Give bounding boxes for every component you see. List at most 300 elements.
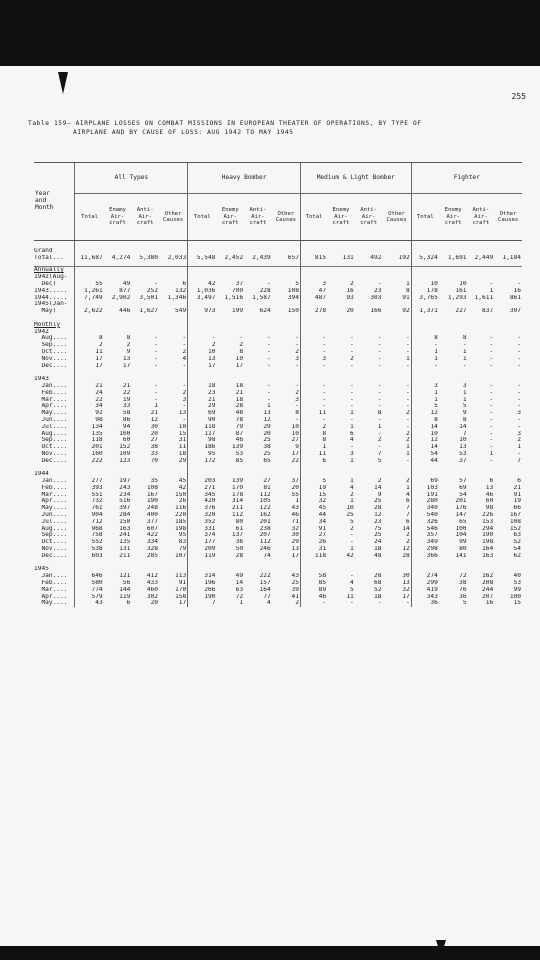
- table-cell: [468, 301, 495, 308]
- table-cell: 220: [175, 512, 187, 519]
- row-label: Annually: [34, 266, 64, 274]
- table-cell: [355, 471, 383, 478]
- table-cell: 7: [462, 430, 467, 437]
- table-cell: 397: [119, 505, 131, 512]
- table-cell: 100: [119, 430, 131, 437]
- table-cell: [75, 329, 104, 336]
- table-cell: [468, 248, 495, 255]
- table-cell: 1: [295, 498, 299, 505]
- table-cell: -: [489, 437, 494, 444]
- table-cell: -: [489, 410, 494, 417]
- table-cell: 100: [455, 525, 467, 532]
- table-cell: 87: [235, 430, 244, 437]
- table-cell: 166: [370, 308, 382, 315]
- table-cell: 3,765: [411, 295, 439, 302]
- table-cell: 14: [402, 525, 410, 532]
- table-cell: [355, 274, 383, 281]
- table-cell: [468, 566, 495, 573]
- row-label: Nov....: [34, 546, 68, 553]
- table-cell: 420: [188, 498, 217, 505]
- table-cell: [216, 322, 244, 329]
- table-cell: [439, 376, 468, 383]
- table-cell: -: [350, 348, 354, 355]
- table-cell: 18: [188, 383, 217, 390]
- table-cell: -: [377, 430, 382, 437]
- table-cell: 10: [235, 355, 244, 362]
- table-cell: -: [489, 396, 494, 403]
- table-cell: 837: [482, 308, 494, 315]
- table-cell: 4: [267, 600, 271, 607]
- table-cell: 2: [517, 437, 521, 444]
- table-cell: -: [489, 382, 494, 389]
- table-cell: 19: [122, 396, 131, 403]
- table-cell: 758: [75, 532, 104, 539]
- table-cell: [188, 566, 217, 573]
- table-cell: 123: [119, 457, 131, 464]
- table-cell: 904: [75, 512, 104, 519]
- table-cell: -: [295, 382, 299, 389]
- table-cell: 2,449: [474, 254, 494, 261]
- table-cell: [439, 471, 468, 478]
- table-cell: [494, 329, 522, 336]
- table-cell: 34: [300, 519, 327, 526]
- table-cell: [159, 376, 188, 383]
- table-cell: 1: [405, 450, 410, 457]
- table-cell: 79: [235, 423, 244, 430]
- table-cell: 93: [346, 294, 354, 301]
- table-cell: -: [154, 280, 159, 287]
- table-cell: [244, 248, 272, 255]
- table-cell: 68: [374, 580, 382, 587]
- table-cell: 25: [291, 580, 299, 587]
- table-cell: 266: [188, 587, 217, 594]
- table-cell: 2,902: [111, 294, 131, 301]
- table-cell: -: [350, 416, 354, 423]
- table-cell: 4: [182, 355, 187, 362]
- table-cell: [300, 248, 327, 255]
- table-cell: 1: [462, 355, 467, 362]
- row-separator: [34, 465, 522, 472]
- table-cell: -: [350, 389, 354, 396]
- table-cell: 18: [374, 546, 382, 553]
- column-header: Other Causes: [159, 194, 188, 241]
- table-cell: 7: [405, 512, 410, 519]
- table-cell: 7,749: [75, 295, 104, 302]
- table-cell: 199: [231, 308, 244, 315]
- table-cell: [216, 329, 244, 336]
- table-cell: 167: [509, 512, 521, 519]
- table-row: [34, 349, 522, 356]
- table-cell: 172: [188, 458, 217, 465]
- table-cell: 549: [175, 308, 187, 315]
- table-cell: 167: [146, 491, 159, 498]
- table-cell: 90: [188, 417, 217, 424]
- table-cell: -: [489, 348, 494, 355]
- page-number: 255: [511, 92, 526, 101]
- table-cell: 1: [489, 287, 494, 294]
- table-cell: [188, 274, 217, 281]
- table-cell: 45: [300, 505, 327, 512]
- table-cell: 61: [235, 525, 244, 532]
- table-cell: 74: [263, 552, 271, 559]
- table-cell: 63: [235, 586, 244, 593]
- table-cell: [244, 301, 272, 308]
- table-cell: [188, 471, 217, 478]
- table-cell: 10: [291, 423, 299, 430]
- table-cell: 54: [411, 451, 439, 458]
- table-cell: 95: [178, 532, 187, 539]
- table-cell: 1: [350, 478, 354, 485]
- table-cell: 700: [231, 287, 244, 294]
- table-cell: 23: [374, 287, 382, 294]
- table-cell: [216, 274, 244, 281]
- table-cell: -: [517, 389, 521, 396]
- table-cell: 422: [146, 532, 159, 539]
- table-cell: 10: [178, 423, 187, 430]
- table-cell: [272, 248, 301, 255]
- table-cell: -: [377, 335, 382, 342]
- table-row: [34, 546, 522, 553]
- row-label: Aug....: [34, 430, 68, 437]
- table-cell: [131, 471, 159, 478]
- page-mark: [58, 72, 68, 94]
- table-cell: 192: [398, 254, 410, 261]
- column-header: Other Causes: [382, 194, 411, 241]
- table-cell: 18: [374, 593, 382, 600]
- table-cell: 119: [119, 593, 131, 600]
- table-cell: 1: [350, 498, 354, 505]
- table-cell: [382, 248, 411, 255]
- table-cell: 21: [122, 382, 131, 389]
- row-label: Oct....: [34, 444, 68, 451]
- table-cell: 17: [291, 552, 299, 559]
- table-cell: -: [489, 389, 494, 396]
- table-cell: 25: [263, 437, 271, 444]
- table-cell: [159, 329, 188, 336]
- table-cell: -: [300, 342, 327, 349]
- table-cell: 9: [377, 491, 382, 498]
- table-row: [34, 295, 522, 302]
- table-cell: -: [462, 362, 467, 369]
- table-cell: [272, 376, 301, 383]
- table-cell: 19: [513, 498, 521, 505]
- table-cell: 3: [350, 450, 354, 457]
- table-cell: -: [300, 403, 327, 410]
- table-cell: 6: [300, 458, 327, 465]
- table-cell: 69: [459, 484, 467, 491]
- table-cell: 89: [300, 587, 327, 594]
- table-cell: 190: [482, 532, 494, 539]
- table-cell: [494, 471, 522, 478]
- table-cell: 22: [291, 457, 299, 464]
- table-cell: 579: [75, 594, 104, 601]
- table-cell: -: [295, 362, 299, 369]
- table-cell: [131, 322, 159, 329]
- table-cell: 446: [119, 308, 131, 315]
- table-cell: -: [405, 342, 410, 349]
- row-label: May....: [34, 600, 68, 607]
- table-row: [34, 397, 522, 404]
- table-cell: 8: [405, 287, 410, 294]
- row-label: Sep....: [34, 532, 68, 539]
- table-cell: -: [489, 416, 494, 423]
- table-cell: 3: [295, 396, 299, 403]
- row-label: Jun....: [34, 416, 68, 423]
- table-row: [34, 376, 522, 383]
- table-cell: -: [154, 362, 159, 369]
- table-cell: -: [267, 348, 271, 355]
- table-cell: -: [377, 348, 382, 355]
- table-cell: -: [405, 457, 410, 464]
- table-cell: 38: [263, 444, 271, 451]
- table-cell: 40: [513, 573, 521, 580]
- table-cell: [300, 471, 327, 478]
- table-cell: 9: [462, 410, 467, 417]
- table-cell: [411, 566, 439, 573]
- table-cell: 91: [513, 491, 521, 498]
- table-cell: 85: [300, 580, 327, 587]
- table-cell: 6: [182, 280, 187, 287]
- table-cell: 3: [517, 430, 521, 437]
- row-separator: [34, 560, 522, 567]
- table-cell: 3,497: [188, 295, 217, 302]
- table-cell: 201: [259, 518, 271, 525]
- table-cell: 2: [126, 342, 131, 349]
- table-cell: 47: [300, 288, 327, 295]
- table-cell: 15: [300, 492, 327, 499]
- table-cell: 12: [150, 416, 159, 423]
- table-cell: [494, 566, 522, 573]
- table-cell: [411, 329, 439, 336]
- table-cell: 14: [411, 424, 439, 431]
- column-header: Anti- Air- craft: [468, 194, 495, 241]
- table-cell: 131: [119, 546, 131, 553]
- row-label: Aug....: [34, 525, 68, 532]
- table-cell: -: [295, 335, 299, 342]
- table-cell: 69: [188, 410, 217, 417]
- table-cell: [327, 274, 355, 281]
- column-header: Enemy Air- craft: [216, 194, 244, 241]
- group-header: Medium & Light Bomber: [300, 163, 411, 194]
- table-cell: -: [267, 382, 271, 389]
- table-cell: 877: [119, 287, 131, 294]
- table-cell: 28: [235, 403, 244, 410]
- table-cell: 646: [75, 573, 104, 580]
- table-cell: -: [517, 382, 521, 389]
- table-cell: 22: [122, 389, 131, 396]
- table-cell: 13: [485, 484, 494, 491]
- table-cell: [159, 248, 188, 255]
- table-cell: [300, 329, 327, 336]
- table-cell: 9: [126, 348, 131, 355]
- table-cell: 27: [291, 437, 299, 444]
- table-cell: -: [300, 600, 327, 607]
- table-cell: 150: [119, 518, 131, 525]
- table-cell: 1,346: [167, 294, 187, 301]
- table-cell: [327, 566, 355, 573]
- table-cell: 419: [411, 587, 439, 594]
- table-cell: 345: [188, 492, 217, 499]
- row-label: Dec....: [34, 552, 68, 559]
- table-cell: 92: [402, 308, 410, 315]
- table-cell: 17: [178, 600, 187, 607]
- table-cell: 11: [75, 349, 104, 356]
- table-cell: 48: [374, 552, 382, 559]
- row-label: Mar....: [34, 396, 68, 403]
- row-label: 1945(Jan-: [34, 301, 68, 308]
- table-row: [34, 444, 522, 451]
- table-cell: 113: [175, 573, 187, 580]
- row-label: 1942(Aug-: [34, 274, 68, 281]
- table-cell: [188, 376, 217, 383]
- table-cell: 3: [300, 281, 327, 288]
- table-cell: 176: [455, 505, 467, 512]
- table-cell: [355, 329, 383, 336]
- table-cell: -: [154, 342, 159, 349]
- row-label: Mar....: [34, 491, 68, 498]
- table-cell: [382, 274, 411, 281]
- table-cell: 1,627: [139, 308, 159, 315]
- table-cell: 17: [291, 450, 299, 457]
- row-label: Feb....: [34, 484, 68, 491]
- table-cell: -: [300, 397, 327, 404]
- table-row: [34, 580, 522, 587]
- table-cell: 43: [291, 505, 299, 512]
- table-cell: 98: [485, 505, 494, 512]
- row-label: Grand: [34, 247, 53, 254]
- table-cell: 137: [231, 532, 244, 539]
- table-cell: 46: [291, 512, 299, 519]
- table-cell: 352: [188, 519, 217, 526]
- table-cell: 294: [482, 525, 494, 532]
- table-cell: [104, 329, 132, 336]
- table-cell: [355, 267, 383, 274]
- stub-header: Year and Month: [34, 163, 75, 241]
- table-cell: 14: [235, 580, 244, 587]
- table-cell: [272, 329, 301, 336]
- table-cell: 83: [178, 539, 187, 546]
- table-cell: -: [154, 355, 159, 362]
- table-cell: 761: [75, 505, 104, 512]
- table-row: [34, 383, 522, 390]
- table-cell: 23: [188, 390, 217, 397]
- table-cell: 54: [459, 491, 467, 498]
- table-cell: 280: [411, 498, 439, 505]
- table-cell: -: [489, 280, 494, 287]
- table-cell: -: [462, 342, 467, 349]
- table-cell: 340: [411, 505, 439, 512]
- table-cell: 28: [235, 552, 244, 559]
- table-cell: 37: [291, 478, 299, 485]
- table-cell: -: [377, 342, 382, 349]
- table-cell: [411, 274, 439, 281]
- table-cell: 98: [75, 417, 104, 424]
- table-cell: [188, 322, 217, 329]
- table-cell: [75, 376, 104, 383]
- table-cell: 135: [75, 431, 104, 438]
- table-title-line-2: AIRPLANE AND BY CAUSE OF LOSS: AUG 1942 TO MAY 1945: [73, 128, 294, 136]
- table-cell: 2: [350, 525, 354, 532]
- table-cell: 244: [482, 586, 494, 593]
- table-cell: -: [295, 416, 299, 423]
- table-cell: 152: [509, 525, 521, 532]
- table-cell: -: [377, 355, 382, 362]
- table-cell: -: [295, 403, 299, 410]
- row-label: Jul....: [34, 423, 68, 430]
- table-cell: 25: [374, 532, 382, 539]
- table-title: [28, 120, 518, 137]
- table-cell: [272, 267, 301, 274]
- table-cell: [272, 301, 301, 308]
- table-row: [34, 335, 522, 342]
- table-cell: 50: [235, 546, 244, 553]
- table-cell: 1: [350, 457, 354, 464]
- table-cell: 17: [75, 363, 104, 370]
- table-row: [34, 485, 522, 492]
- table-cell: [439, 301, 468, 308]
- table-cell: [104, 376, 132, 383]
- row-label: Dec....: [34, 457, 68, 464]
- table-cell: 91: [402, 294, 410, 301]
- table-cell: 72: [235, 593, 244, 600]
- table-cell: 4: [405, 491, 410, 498]
- table-cell: 6: [405, 518, 410, 525]
- table-cell: 1,261: [75, 288, 104, 295]
- table-cell: 25: [346, 512, 354, 519]
- table-cell: 46: [300, 594, 327, 601]
- table-cell: 5,324: [411, 255, 439, 262]
- table-cell: 144: [119, 586, 131, 593]
- table-cell: 314: [231, 498, 244, 505]
- table-cell: 624: [259, 308, 271, 315]
- table-cell: [104, 301, 132, 308]
- table-cell: -: [517, 423, 521, 430]
- table-cell: -: [377, 280, 382, 287]
- viewer-top-bar: [0, 0, 540, 66]
- table-cell: [131, 376, 159, 383]
- table-cell: 36: [411, 600, 439, 607]
- table-cell: 14: [411, 444, 439, 451]
- table-cell: 538: [75, 546, 104, 553]
- table-cell: 5,380: [139, 254, 159, 261]
- table-cell: 162: [259, 512, 271, 519]
- table-cell: [159, 274, 188, 281]
- table-cell: -: [489, 423, 494, 430]
- column-header: Other Causes: [494, 194, 522, 241]
- table-cell: 1,036: [188, 288, 217, 295]
- table-cell: 1,516: [224, 294, 244, 301]
- table-cell: [75, 322, 104, 329]
- row-label: May....: [34, 505, 68, 512]
- table-cell: 492: [370, 254, 382, 261]
- table-cell: 3: [411, 383, 439, 390]
- row-label: May....: [34, 410, 68, 417]
- table-cell: 44: [300, 512, 327, 519]
- table-cell: 30: [402, 573, 410, 580]
- table-cell: [104, 566, 132, 573]
- table-cell: -: [411, 363, 439, 370]
- table-cell: 334: [146, 539, 159, 546]
- table-cell: [300, 267, 327, 274]
- table-cell: 226: [482, 512, 494, 519]
- table-cell: 66: [513, 505, 521, 512]
- table-cell: 6: [126, 600, 131, 607]
- table-cell: 7: [405, 505, 410, 512]
- table-cell: 1: [405, 355, 410, 362]
- row-label: 1944.....: [34, 294, 68, 301]
- table-cell: 228: [259, 287, 271, 294]
- table-cell: 52: [374, 586, 382, 593]
